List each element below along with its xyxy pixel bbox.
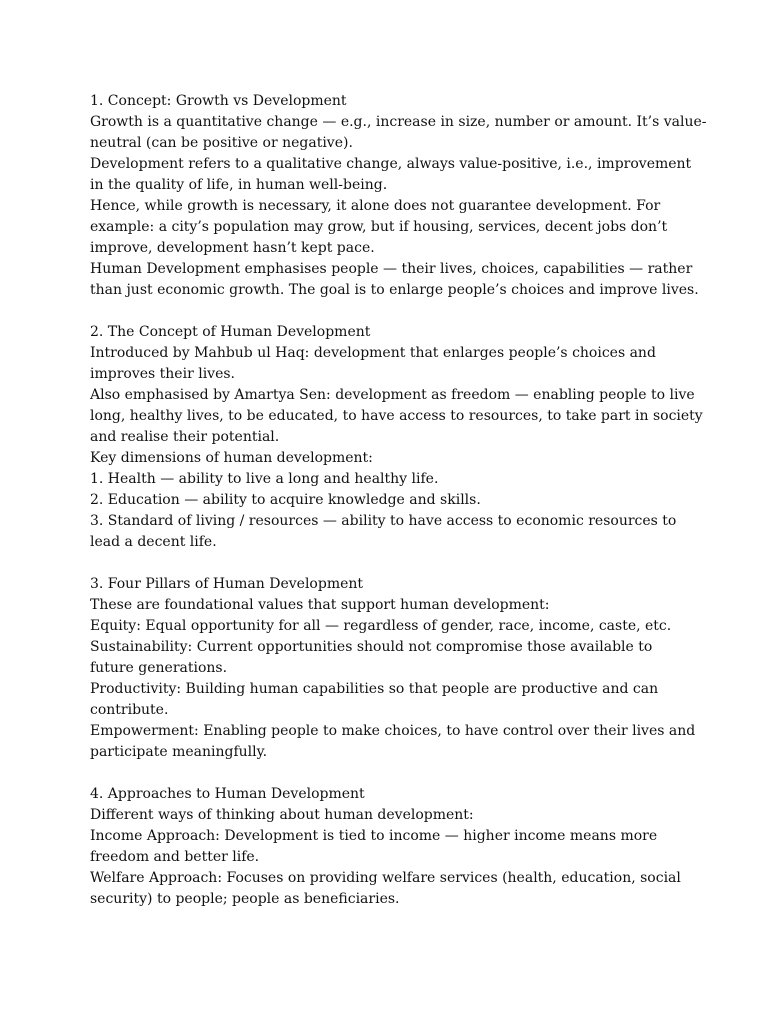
text-line: Income Approach: Development is tied to income — higher income means more bbox=[90, 828, 658, 844]
text-line: future generations. bbox=[90, 660, 228, 676]
text-line: example: a city’s population may grow, but if housing, services, decent jobs don’t bbox=[90, 219, 668, 235]
text-line: Sustainability: Current opportunities should not compromise those available to bbox=[90, 639, 653, 655]
text-line: 1. Health — ability to live a long and healthy life. bbox=[90, 471, 439, 487]
text-line: Different ways of thinking about human development: bbox=[90, 807, 474, 823]
section-heading: 1. Concept: Growth vs Development bbox=[90, 93, 347, 109]
text-line: Equity: Equal opportunity for all — regardless of gender, race, income, caste, etc. bbox=[90, 618, 672, 634]
text-line: and realise their potential. bbox=[90, 429, 280, 445]
text-line: Growth is a quantitative change — e.g., increase in size, number or amount. It’s value- bbox=[90, 114, 707, 130]
text-line: security) to people; people as beneficiaries. bbox=[90, 891, 400, 907]
text-line: lead a decent life. bbox=[90, 534, 217, 550]
document-page bbox=[90, 91, 707, 910]
section-heading: 2. The Concept of Human Development bbox=[90, 324, 371, 340]
text-line: neutral (can be positive or negative). bbox=[90, 135, 353, 151]
text-line: freedom and better life. bbox=[90, 849, 260, 865]
text-line: Welfare Approach: Focuses on providing welfare services (health, education, social bbox=[90, 870, 681, 886]
text-line: in the quality of life, in human well-being. bbox=[90, 177, 388, 193]
text-line: Also emphasised by Amartya Sen: development as freedom — enabling people to live bbox=[90, 387, 695, 403]
section-approaches bbox=[90, 784, 685, 910]
text-line: improve, development hasn’t kept pace. bbox=[90, 240, 375, 256]
text-line: Hence, while growth is necessary, it alone does not guarantee development. For bbox=[90, 198, 661, 214]
text-line: 2. Education — ability to acquire knowledge and skills. bbox=[90, 492, 481, 508]
section-concept-of-human-development bbox=[90, 322, 703, 553]
text-line: These are foundational values that support human development: bbox=[90, 597, 550, 613]
text-line: Development refers to a qualitative change, always value-positive, i.e., improvement bbox=[90, 156, 692, 172]
text-line: Productivity: Building human capabilities so that people are productive and can bbox=[90, 681, 659, 697]
text-line: 3. Standard of living / resources — ability to have access to economic resources to bbox=[90, 513, 677, 529]
section-growth-vs-development bbox=[90, 91, 707, 301]
text-line: participate meaningfully. bbox=[90, 744, 268, 760]
text-line: than just economic growth. The goal is to enlarge people’s choices and improve lives. bbox=[90, 282, 699, 298]
text-line: Human Development emphasises people — their lives, choices, capabilities — rather bbox=[90, 261, 693, 277]
text-line: contribute. bbox=[90, 702, 169, 718]
text-line: improves their lives. bbox=[90, 366, 235, 382]
text-line: Empowerment: Enabling people to make choices, to have control over their lives and bbox=[90, 723, 696, 739]
section-heading: 3. Four Pillars of Human Development bbox=[90, 576, 364, 592]
section-four-pillars bbox=[90, 574, 696, 763]
section-heading: 4. Approaches to Human Development bbox=[90, 786, 365, 802]
text-line: long, healthy lives, to be educated, to have access to resources, to take part in society bbox=[90, 408, 703, 424]
text-line: Key dimensions of human development: bbox=[90, 450, 373, 466]
text-line: Introduced by Mahbub ul Haq: development that enlarges people’s choices and bbox=[90, 345, 656, 361]
